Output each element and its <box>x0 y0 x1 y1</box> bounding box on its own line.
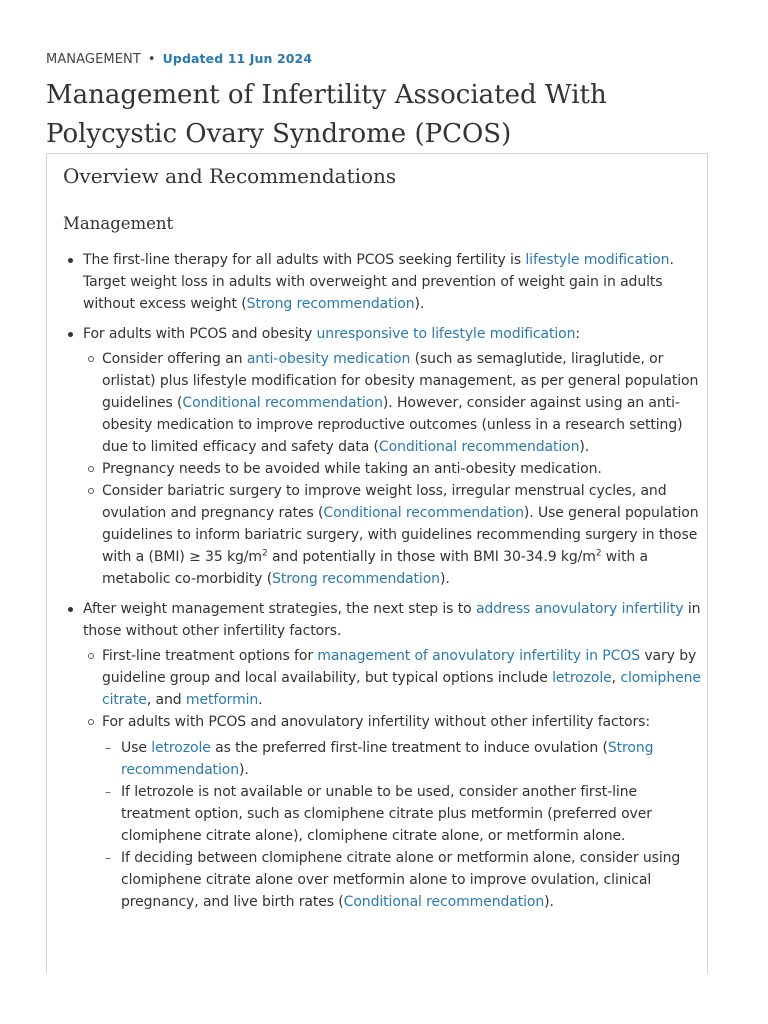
letrozole-link[interactable]: letrozole <box>151 740 211 756</box>
sub-list-item: Consider bariatric surgery to improve weight loss, irregular menstrual cycles, and ovulation and pregnancy rates (Conditional recommendation). Use general population guidelines to inform bariatric surgery, with guidelines recommending surgery in those with a (BMI) ≥ 35 $kg/m^2$ and potentially in those with BMI 30-34.9 $kg/m^2$ with a metabolic co-morbidity (Strong recommendation). <box>83 480 703 590</box>
lifestyle-modification-link[interactable]: lifestyle modification <box>525 252 670 268</box>
unresponsive-lifestyle-link[interactable]: unresponsive to lifestyle modification <box>316 326 576 342</box>
list-item: The first-line therapy for all adults with PCOS seeking fertility is lifestyle modification. Target weight loss in adults with overweight and prevention of weight gain in adults without excess weight (Strong recommendation). <box>63 249 703 315</box>
sub-list <box>83 348 703 590</box>
category-label: MANAGEMENT <box>46 52 141 67</box>
sub-list-item: First-line treatment options for management of anovulatory infertility in PCOS vary by guideline group and local availability, but typical options include letrozole, clomiphene citrate, and metformin. <box>83 645 703 711</box>
dash-list-item: – If letrozole is not available or unable to be used, consider another first-line treatment option, such as clomiphene citrate plus metformin (preferred over clomiphene citrate alone), clomiphene citrate alone, or metformin alone. <box>102 781 703 847</box>
list-item: After weight management strategies, the next step is to address anovulatory infertility in those without other infertility factors. First-line treatment options for management of anovulatory infertility in PCOS vary by guideline group and local availability, but typical options include letrozole, clomiphene citrate, and metformin. For adults with PCOS and anovulatory infertility without other infertility factors: – Use letrozole as the preferred first-line treatment to induce ovulation (Strong recommendation). – If letrozole is not available or unable to be used, consider another first-line treatment option, such as clomiphene citrate plus metformin (preferred over clomiphene citrate alone), clomiphene citrate alone, or metformin alone. – If deciding between clomiphene citrate alone or metformin alone, consider using clomiphene citrate alone over metformin alone to improve ovulation, clinical pregnancy, and live birth rates (Conditional recommendation). <box>63 598 703 913</box>
overview-card <box>46 153 708 973</box>
conditional-recommendation-link[interactable]: Conditional recommendation <box>323 505 524 521</box>
anovulatory-infertility-management-link[interactable]: management of anovulatory infertility in PCOS <box>317 648 640 664</box>
dash-list-item: – Use letrozole as the preferred first-line treatment to induce ovulation (Strong recommendation). <box>102 737 703 781</box>
metformin-link[interactable]: metformin <box>185 692 259 708</box>
sub-list <box>83 645 703 913</box>
conditional-recommendation-link[interactable]: Conditional recommendation <box>343 894 545 910</box>
card-body <box>63 249 703 921</box>
strong-recommendation-link[interactable]: Strong recommendation <box>121 740 654 778</box>
updated-date: Updated 11 Jun 2024 <box>162 51 313 66</box>
section-heading: Management <box>63 214 174 233</box>
recommendation-list <box>63 249 703 913</box>
sub-list-item: Pregnancy needs to be avoided while taking an anti-obesity medication. <box>83 458 703 480</box>
sub-list-item: For adults with PCOS and anovulatory infertility without other infertility factors: – Use letrozole as the preferred first-line treatment to induce ovulation (Strong recommendation). – If letrozole is not available or unable to be used, consider another first-line treatment option, such as clomiphene citrate plus metformin (preferred over clomiphene citrate alone), clomiphene citrate alone, or metformin alone. – If deciding between clomiphene citrate alone or metformin alone, consider using clomiphene citrate alone over metformin alone to improve ovulation, clinical pregnancy, and live birth rates (Conditional recommendation). <box>83 711 703 913</box>
letrozole-link[interactable]: letrozole <box>552 670 612 686</box>
conditional-recommendation-link[interactable]: Conditional recommendation <box>182 395 383 411</box>
dash-list-item: – If deciding between clomiphene citrate alone or metformin alone, consider using clomiphene citrate alone over metformin alone to improve ovulation, clinical pregnancy, and live birth rates (Conditional recommendation). <box>102 847 703 913</box>
anti-obesity-medication-link[interactable]: anti-obesity medication <box>246 351 411 367</box>
dash-list <box>102 737 703 913</box>
strong-recommendation-link[interactable]: Strong recommendation <box>272 571 440 587</box>
strong-recommendation-link[interactable]: Strong recommendation <box>246 296 415 312</box>
address-anovulatory-infertility-link[interactable]: address anovulatory infertility <box>475 601 684 617</box>
conditional-recommendation-link[interactable]: Conditional recommendation <box>378 439 580 455</box>
meta-separator: • <box>147 52 156 67</box>
article-meta <box>46 51 312 67</box>
list-item: For adults with PCOS and obesity unresponsive to lifestyle modification: Consider offering an anti-obesity medication (such as semaglutide, liraglutide, or orlistat) plus lifestyle modification for obesity management, as per general population guidelines (Conditional recommendation). However, consider against using an anti-obesity medication to improve reproductive outcomes (unless in a research setting) due to limited efficacy and safety data (Conditional recommendation). Pregnancy needs to be avoided while taking an anti-obesity medication. Consider bariatric surgery to improve weight loss, irregular menstrual cycles, and ovulation and pregnancy rates (Conditional recommendation). Use general population guidelines to inform bariatric surgery, with guidelines recommending surgery in those with a (BMI) ≥ 35 $kg/m^2$ and potentially in those with BMI 30-34.9 $kg/m^2$ with a metabolic co-morbidity (Strong recommendation). <box>63 323 703 590</box>
card-heading: Overview and Recommendations <box>63 164 397 188</box>
sub-list-item: Consider offering an anti-obesity medication (such as semaglutide, liraglutide, or orlistat) plus lifestyle modification for obesity management, as per general population guidelines (Conditional recommendation). However, consider against using an anti-obesity medication to improve reproductive outcomes (unless in a research setting) due to limited efficacy and safety data (Conditional recommendation). <box>83 348 703 458</box>
page-title: Management of Infertility Associated With Polycystic Ovary Syndrome (PCOS) <box>46 80 607 149</box>
clomiphene-citrate-link[interactable]: clomiphene citrate <box>102 670 701 708</box>
